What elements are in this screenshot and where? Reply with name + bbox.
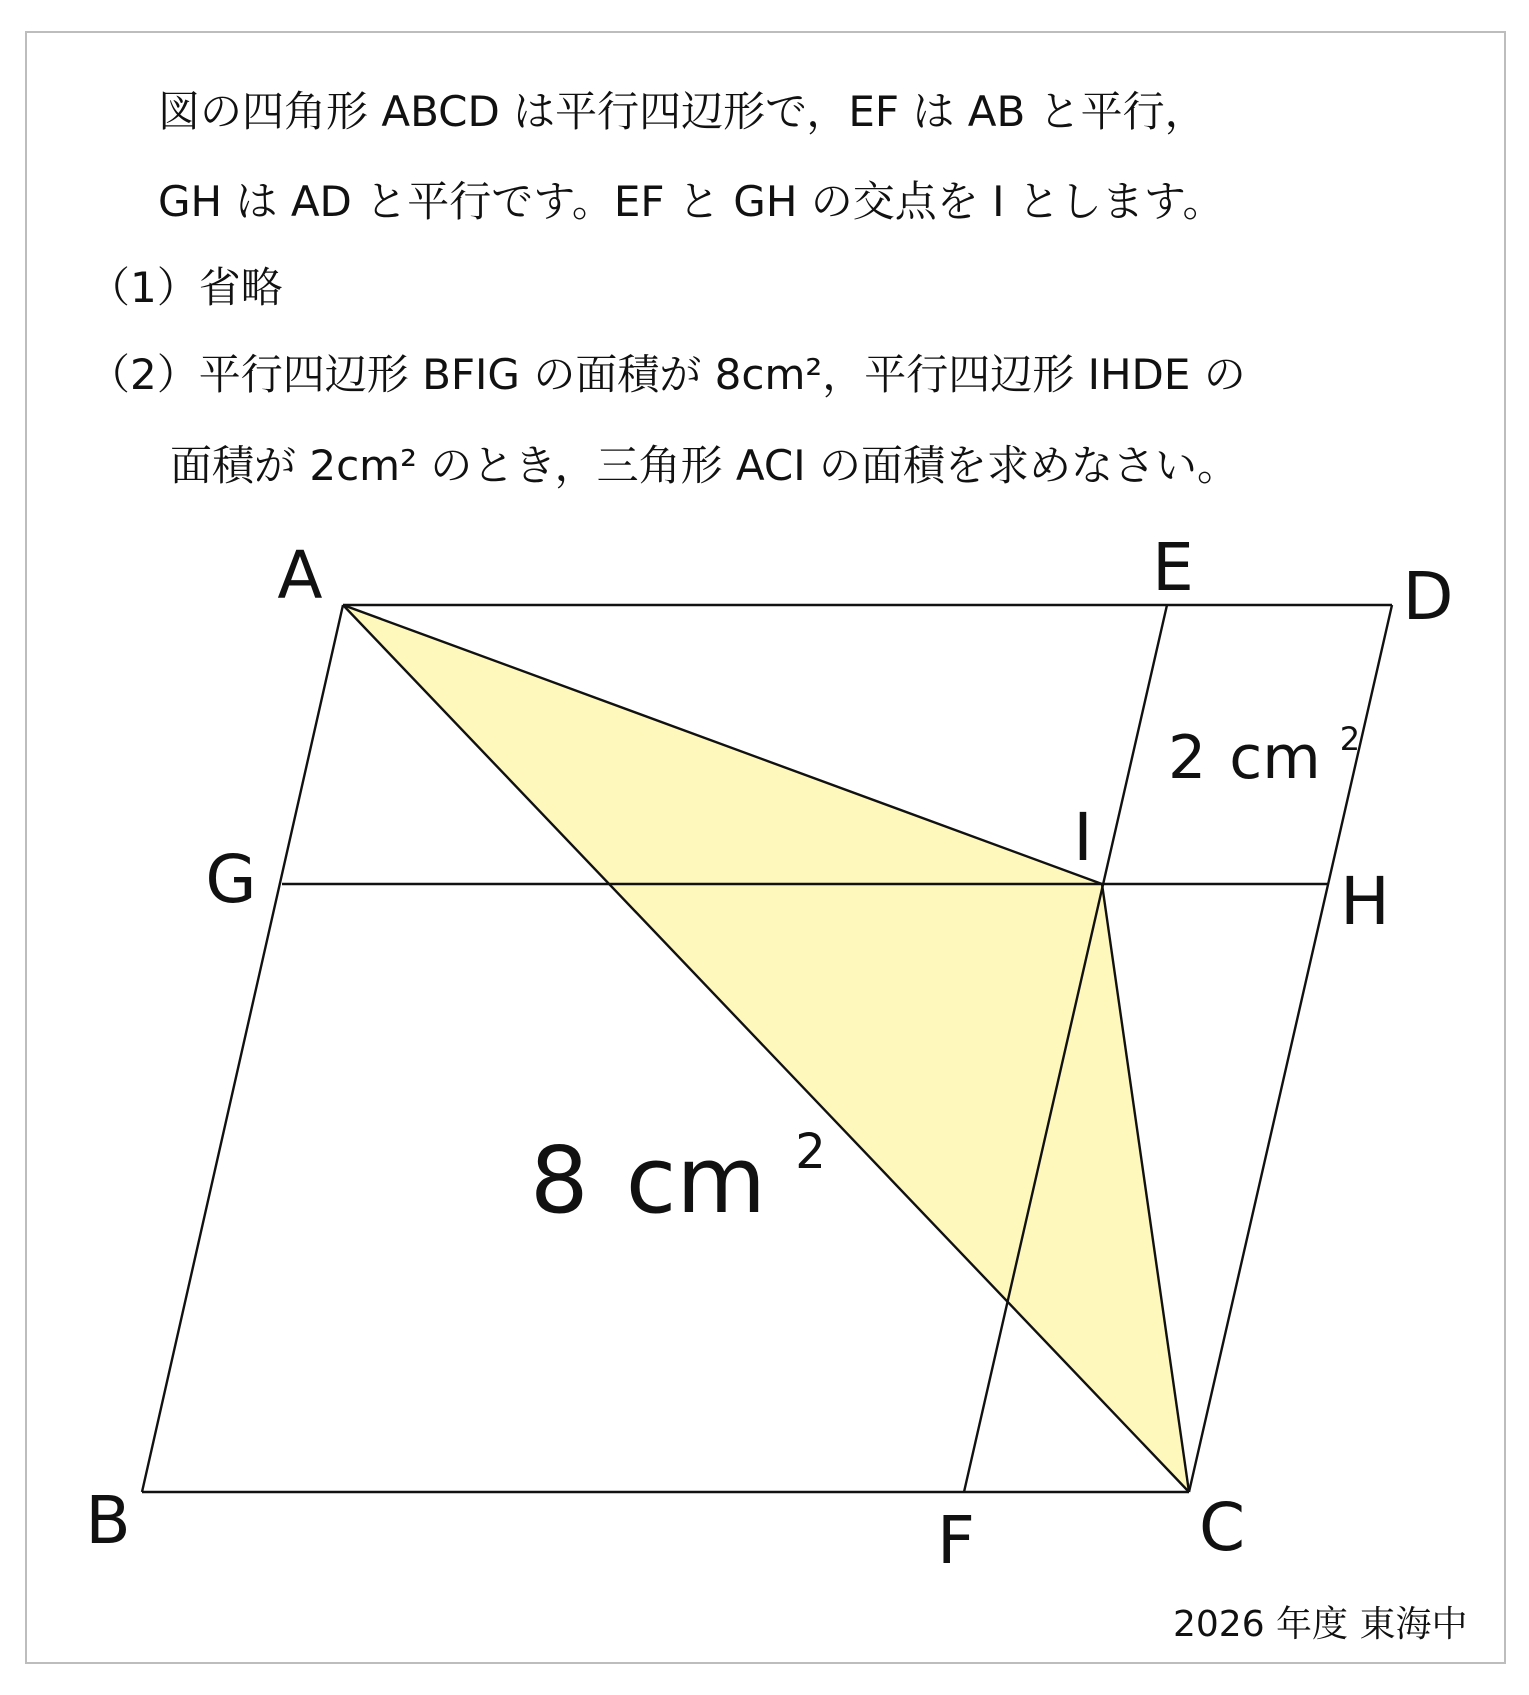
source-credit: 2026 年度 東海中: [1173, 1604, 1468, 1645]
point-label-a: A: [277, 537, 323, 614]
side-ab: [142, 605, 343, 1492]
area-label-ihde: [1168, 720, 1360, 793]
point-label-b: B: [85, 1482, 131, 1559]
area-label-bfig: [530, 1124, 826, 1234]
point-label-d: D: [1402, 558, 1454, 635]
area-exponent-bfig: 2: [795, 1124, 826, 1180]
question-1-text: （1）省略: [88, 263, 283, 312]
area-number-ihde: 2: [1168, 723, 1207, 793]
point-label-e: E: [1152, 529, 1194, 606]
area-unit-ihde: cm: [1229, 723, 1321, 793]
problem-text-line-2: GH は AD と平行です。EF と GH の交点を I とします。: [158, 177, 1225, 226]
question-2-text-line-1: （2）平行四辺形 BFIG の面積が 8cm²，平行四辺形 IHDE の: [88, 350, 1246, 399]
question-2-text-line-2: 面積が 2cm² のとき，三角形 ACI の面積を求めなさい。: [170, 441, 1239, 490]
point-label-g: G: [205, 841, 257, 918]
point-label-c: C: [1198, 1489, 1246, 1566]
area-exponent-ihde: 2: [1339, 720, 1361, 758]
point-label-f: F: [937, 1502, 975, 1579]
point-label-h: H: [1340, 863, 1390, 940]
area-unit-bfig: cm: [625, 1127, 766, 1234]
point-label-i: I: [1073, 799, 1093, 876]
problem-text-line-1: 図の四角形 ABCD は平行四辺形で，EF は AB と平行，: [158, 87, 1207, 136]
area-number-bfig: 8: [530, 1127, 589, 1234]
